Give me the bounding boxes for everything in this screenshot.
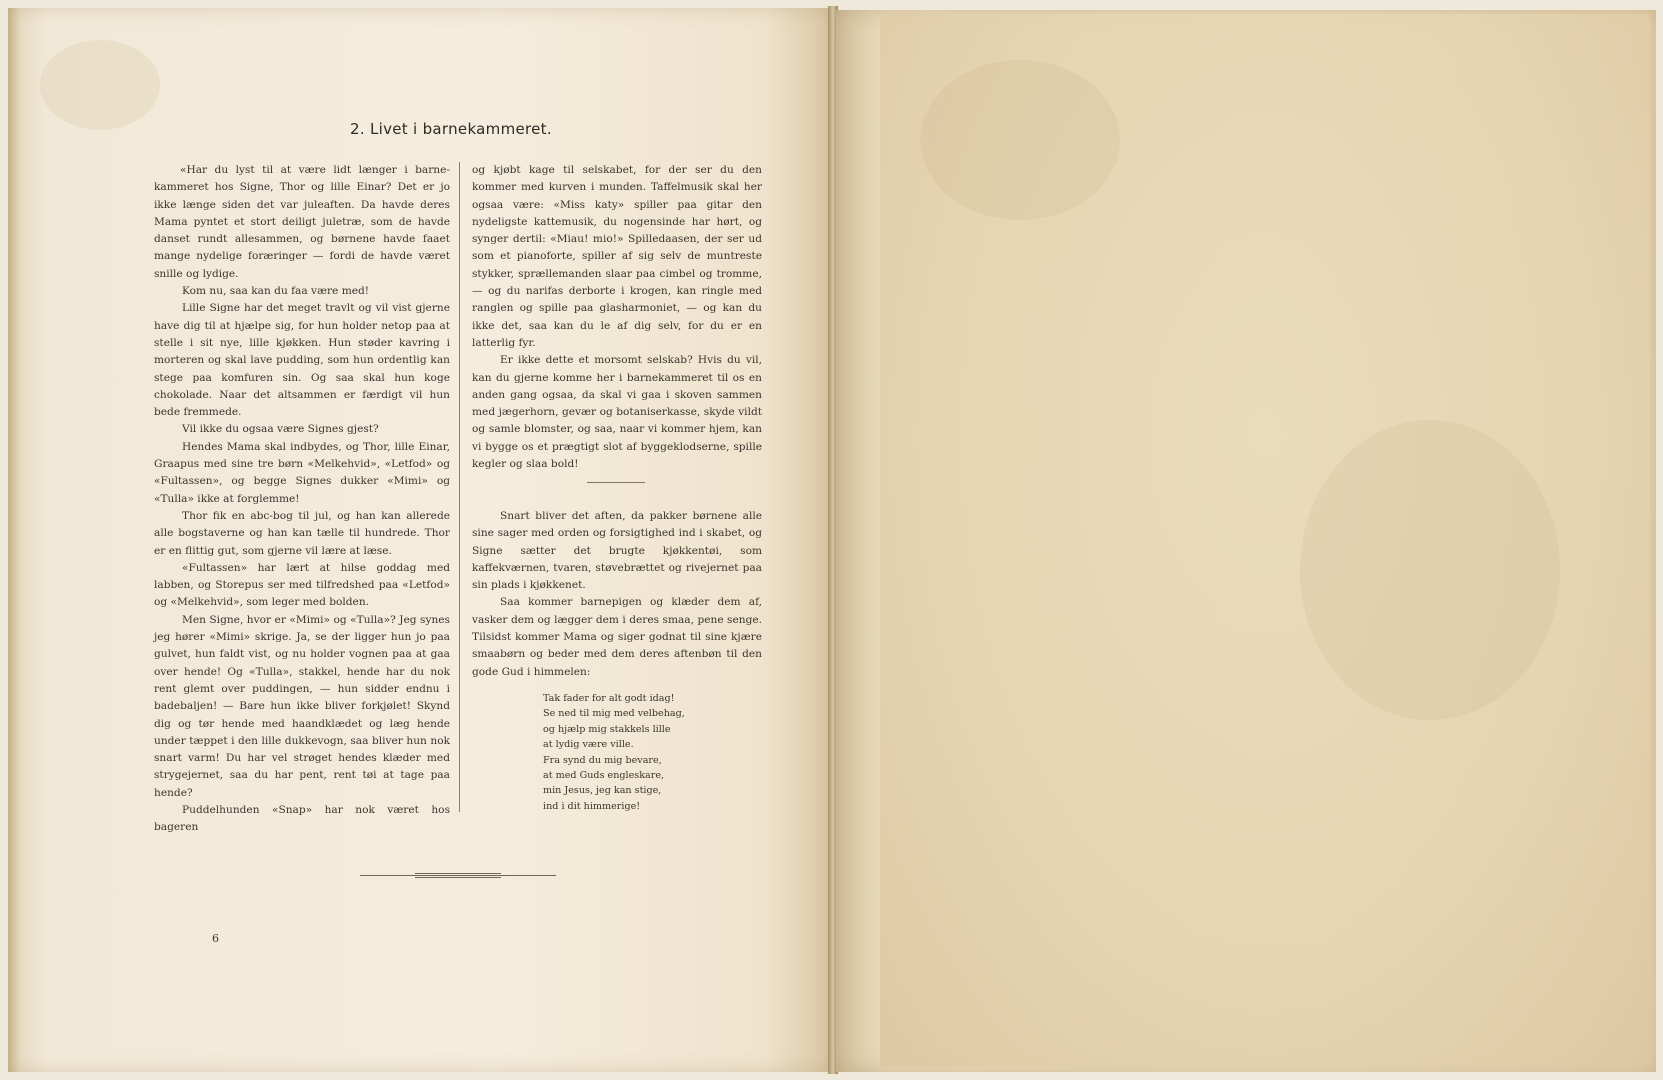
paragraph: Men Signe, hvor er «Mimi» og «Tulla»? Jeg synes jeg hører «Mimi» skrige. Ja, se der ligger hun jo paa gulvet, hun faldt vist, og nu holder vognen paa at gaa over hende! Og «Tulla», stakkel, hende har du nok rent glemt over puddingen, — hun sidder endnu i badebaljen! — Bare hun ikke bliver forkjølet! Skynd dig og tør hende med haandklædet og læg hende under tæppet i den lille dukkevogn, saa bliver hun nok snart varm! Du har vel strøget hendes klæder med strygejernet, saa du har pent, rent tøi at tage paa hende?: [154, 613, 450, 799]
right-text-column: [472, 162, 762, 473]
poem-line: at med Guds engleskare,: [543, 770, 665, 782]
paragraph: Kom nu, saa kan du faa være med!: [182, 285, 370, 298]
paragraph: Vil ikke du ogsaa være Signes gjest?: [182, 423, 379, 436]
prayer-poem: [543, 691, 723, 814]
poem-line: og hjælp mig stakkels lille: [543, 723, 671, 735]
paragraph: Thor fik en abc-bog til jul, og han kan allerede alle bogstaverne og han kan tælle til hundrede. Thor er en flittig gut, som gjerne vil lære at læse.: [154, 509, 450, 557]
section-separator: [587, 482, 645, 483]
paragraph: «Har du lyst til at være lidt længer i barnekammeret hos Signe, Thor og lille Einar? Det er jo ikke længe siden det var juleaften. Da havde deres Mama pyntet et stort deiligt juletræ, som de havde danset rundt allesammen, og børnene havde faaet mange nydelige foræringer — fordi de havde været snille og lydige.: [154, 164, 450, 280]
poem-line: min Jesus, jeg kan stige,: [543, 785, 662, 797]
page-title: 2. Livet i barnekammeret.: [350, 120, 552, 138]
page-number: 6: [212, 932, 219, 945]
ornamental-rule: [360, 873, 556, 879]
poem-line: Tak fader for alt godt idag!: [543, 693, 675, 704]
paragraph: og kjøbt kage til selskabet, for der ser du den kommer med kurven i munden. Taffelmusik skal her ogsaa være: «Miss katy» spiller paa gitar den nydeligste kattemusik, du nogensinde har hørt, og synger dertil: «Miau! mio!» Spilledaasen, der ser ud som et pianoforte, spiller af sig selv de muntreste stykker, sprællemanden slaar paa cimbel og tromme, — og du narifas derborte i krogen, kan ringle med ranglen og spille paa glasharmoniet, — og kan du ikke det, saa kan du le af dig selv, for du er en latterlig fyr.: [472, 164, 762, 349]
paper-stain: [1300, 420, 1560, 720]
paragraph: Saa kommer barnepigen og klæder dem af, vasker dem og lægger dem i deres smaa, pene senge. Tilsidst kommer Mama og siger godnat til sine kjære smaabørn og beder med dem deres aftenbøn til den gode Gud i himmelen:: [472, 596, 762, 678]
left-text-column: [154, 162, 450, 837]
paper-stain: [920, 60, 1120, 220]
poem-line: Se ned til mig med velbehag,: [543, 708, 685, 720]
poem-line: ind i dit himmerige!: [543, 800, 641, 812]
paragraph: Lille Signe har det meget travlt og vil vist gjerne have dig til at hjælpe sig, for hun holder netop paa at stelle i sit nye, lille kjøkken. Hun støder kavring i morteren og skal lave pudding, som hun ordentlig kan stege paa komfuren sin. Og saa skal hun koge chokolade. Naar det altsammen er færdigt vil hun bede fremmede.: [154, 302, 450, 419]
paragraph: Puddelhunden «Snap» har nok været hos bageren: [154, 803, 450, 834]
paragraph: Snart bliver det aften, da pakker børnene alle sine sager med orden og forsigtighed ind i skabet, og Signe sætter det brugte kjøkkentøi, som kaffekværnen, tvaren, støvebrættet og rivejernet paa sin plads i kjøkkenet.: [472, 510, 762, 592]
paragraph: Er ikke dette et morsomt selskab? Hvis du vil, kan du gjerne komme her i barnekammeret til os en anden gang ogsaa, da skal vi gaa i skoven sammen med jægerhorn, gevær og botaniserkasse, skyde vildt og samle blomster, og saa, naar vi kommer hjem, kan vi bygge os et prægtigt slot af byggeklodserne, spille kegler og slaa bold!: [472, 354, 762, 471]
paper-stain: [40, 40, 160, 130]
poem-line: at lydig være ville.: [543, 739, 634, 751]
paragraph: «Fultassen» har lært at hilse goddag med labben, og Storepus ser med tilfredshed paa «Letfod» og «Melkehvid», som leger med bolden.: [154, 561, 450, 609]
paragraph: Hendes Mama skal indbydes, og Thor, lille Einar, Graapus med sine tre børn «Melkehvid», «Letfod» og «Fultassen», og begge Signes dukker «Mimi» og «Tulla» ikke at forglemme!: [154, 440, 450, 505]
column-divider: [459, 162, 460, 812]
right-text-column-lower: [472, 508, 762, 681]
poem-line: Fra synd du mig bevare,: [543, 754, 662, 766]
